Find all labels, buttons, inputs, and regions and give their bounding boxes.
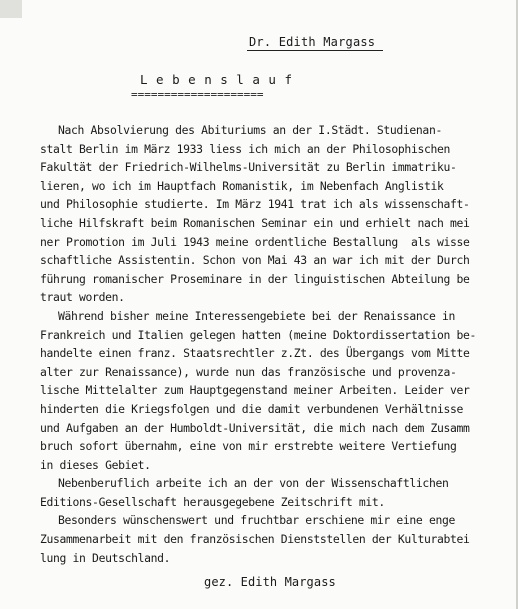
text-line: hinderten die Kriegsfolgen und die damit verbundenen Verhältnisse	[40, 401, 464, 416]
text-line: in dieses Gebiet.	[40, 457, 151, 472]
text-line: Nach Absolvierung des Abituriums an der I.Städt. Studienan-	[58, 123, 442, 137]
document-title: L e b e n s l a u f	[140, 72, 293, 87]
scan-corner-mark	[0, 0, 22, 18]
title-double-underline: ====================	[131, 88, 264, 101]
text-line: Zusammenarbeit mit den französischen Dienststellen der Kulturabtei	[40, 532, 470, 547]
author-underline	[247, 50, 383, 51]
body-text	[40, 121, 512, 567]
text-line: Nebenberuflich arbeite ich an der von der Wissenschaftlichen	[58, 476, 449, 491]
signature-line: gez. Edith Margass	[204, 575, 336, 589]
text-line: führung romanischer Proseminare in der linguistischen Abteilung be	[40, 271, 470, 286]
text-line: ner Promotion im Juli 1943 meine ordentliche Bestallung als wisse	[40, 234, 470, 249]
text-line: Editions-Gesellschaft herausgegebene Zeitschrift mit.	[40, 494, 385, 509]
text-line: und Aufgaben an der Humboldt-Universität, die mich nach dem Zusamm	[40, 420, 470, 435]
text-line: liche Hilfskraft beim Romanischen Seminar ein und erhielt nach mei	[40, 215, 470, 230]
text-line: handelte einen franz. Staatsrechtler z.Zt. des Übergangs vom Mitte	[40, 346, 470, 361]
text-line: stalt Berlin im März 1933 liess ich mich an der Philosophischen	[40, 141, 450, 156]
text-line: alter zur Renaissance), wurde nun das französische und provenza-	[40, 364, 457, 379]
text-line: Frankreich und Italien gelegen hatten (meine Doktordissertation be-	[40, 327, 477, 342]
text-line: Besonders wünschenswert und fruchtbar erschiene mir eine enge	[58, 513, 455, 528]
text-line: schaftliche Assistentin. Schon von Mai 43 an war ich mit der Durch	[40, 253, 470, 268]
text-line: lung in Deutschland.	[40, 550, 171, 565]
text-line: bruch sofort übernahm, eine von mir erstrebte weitere Vertiefung	[40, 439, 457, 454]
text-line: Während bisher meine Interessengebiete bei der Renaissance in	[58, 308, 455, 323]
text-line: und Philosophie studierte. Im März 1941 trat ich als wissenschaft-	[40, 197, 470, 212]
text-line: Fakultät der Friedrich-Wilhelms-Universität zu Berlin immatriku-	[40, 160, 457, 175]
text-line: lische Mittelalter zum Hauptgegenstand meiner Arbeiten. Leider ver	[40, 383, 470, 398]
text-line: traut worden.	[40, 290, 125, 305]
text-line: lieren, wo ich im Hauptfach Romanistik, im Nebenfach Anglistik	[40, 178, 444, 193]
author-name: Dr. Edith Margass	[249, 35, 376, 49]
